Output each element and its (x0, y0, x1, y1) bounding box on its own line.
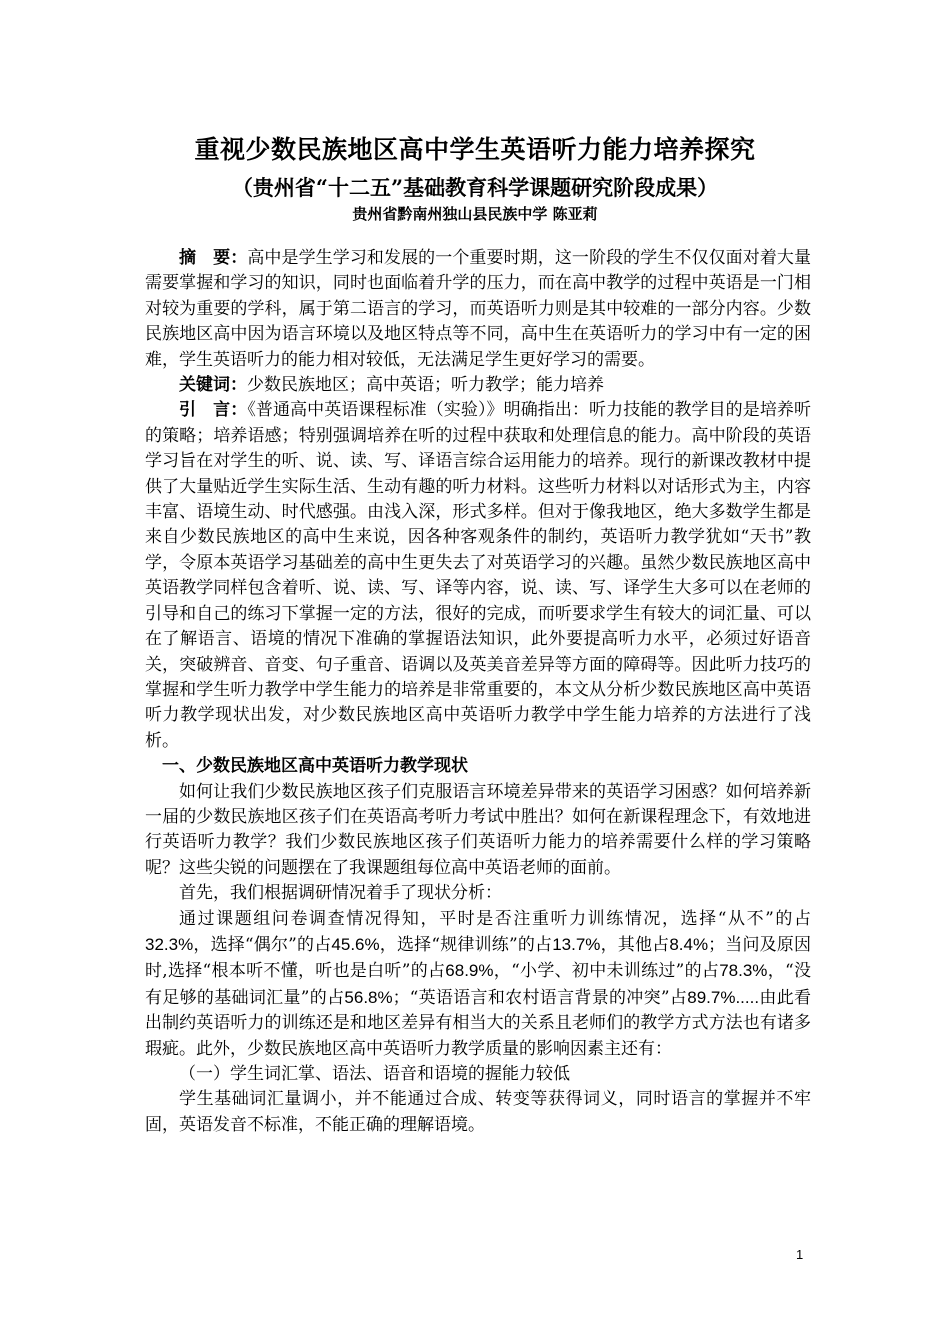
survey-text: ；“英语语言和农村语言背景的冲突”占 (392, 987, 688, 1008)
author-line: 贵州省黔南州独山县民族中学 陈亚莉 (352, 205, 598, 223)
survey-value: 45.6% (331, 934, 380, 954)
document-subtitle: （贵州省“十二五”基础教育科学课题研究阶段成果） (231, 175, 719, 200)
intro-label: 引 言： (179, 400, 248, 421)
survey-value: 56.8% (344, 987, 393, 1007)
abstract-label: 摘 要： (179, 248, 248, 268)
survey-text: ，“小学、初中未训练过”的占 (493, 961, 720, 982)
section-paragraph: 首先，我们根据调研情况着手了现状分析： (179, 883, 502, 904)
survey-value: 32.3% (145, 934, 194, 954)
survey-value: 78.3% (719, 961, 768, 981)
section-paragraph: 如何让我们少数民族地区孩子们克服语言环境差异带来的英语学习困惑？如何培养新一届的少数民族地区孩子们在英语高考听力考试中胜出？如何在新课程理念下，有效地进行英语听力教学？我们少数民族地区孩子们英语听力能力的培养需要什么样的学习策略呢？这些尖锐的问题摆在了我课题组每位高中英语老师的面前。 (145, 781, 811, 878)
survey-value: 8.4% (669, 934, 709, 954)
section-heading: 一、少数民族地区高中英语听力教学现状 (162, 756, 468, 777)
survey-value: 13.7% (552, 934, 601, 954)
keywords-paragraph (145, 373, 811, 398)
survey-text: ，选择“规律训练”的占 (379, 934, 553, 955)
subsection-heading: （一）学生词汇掌、语法、语音和语境的握能力较低 (179, 1064, 570, 1084)
document-title: 重视少数民族地区高中学生英语听力能力培养探究 (194, 135, 756, 164)
survey-text: ，“没有足够的基础词汇量”的占 (145, 961, 811, 1008)
intro-paragraph (145, 398, 811, 754)
survey-value: 68.9% (445, 961, 494, 981)
survey-text: ；当问及原因时,选择“根本听不懂，听也是白听”的占 (145, 934, 812, 982)
intro-text: 《普通高中英语课程标准（实验）》明确指出：听力技能的教学目的是培养听的策略；培养语感；特别强调培养在听的过程中获取和处理信息的能力。高中阶段的英语学习旨在对学生的听、说、读、写、译语言综合运用能力的培养。现行的新课改教材中提供了大量贴近学生实际生活、生动有趣的听力材料。这些听力材料以对话形式为主，内容丰富、语境生动、时代感强。由浅入深，形式多样。但对于像我地区，绝大多数学生都是来自少数民族地区的高中生来说，因各种客观条件的制约，英语听力教学犹如“天书”教学，令原本英语学习基础差的高中生更失去了对英语学习的兴趣。虽然少数民族地区高中英语教学同样包含着听、说、读、写、译等内容，说、读、写、译学生大多可以在老师的引导和自己的练习下掌握一定的方法，很好的完成，而听要求学生有较大的词汇量、可以在了解语言、语境的情况下准确的掌握语法知识，此外要提高听力水平，必须过好语音关，突破辨音、音变、句子重音、语调以及英美音差异等方面的障碍等。因此听力技巧的掌握和学生听力教学中学生能力的培养是非常重要的，本文从分析少数民族地区高中英语听力教学现状出发，对少数民族地区高中英语听力教学中学生能力培养的方法进行了浅析。 (145, 400, 812, 751)
keywords-text: 少数民族地区；高中英语；听力教学；能力培养 (247, 375, 604, 396)
survey-value: 89.7%..... (687, 987, 760, 1007)
survey-text: ，选择“偶尔”的占 (193, 934, 332, 955)
survey-text: 通过课题组问卷调查情况得知，平时是否注重听力训练情况，选择“从不”的占 (179, 908, 811, 929)
abstract-text: 高中是学生学习和发展的一个重要时期，这一阶段的学生不仅仅面对着大量需要掌握和学习的知识，同时也面临着升学的压力，而在高中教学的过程中英语是一门相对较为重要的学科，属于第二语言的学习，而英语听力则是其中较难的一部分内容。少数民族地区高中因为语言环境以及地区特点等不同，高中生在英语听力的学习中有一定的困难，学生英语听力的能力相对较低，无法满足学生更好学习的需要。 (145, 248, 812, 370)
document-body (145, 246, 811, 1138)
survey-text: ，其他占 (600, 934, 670, 955)
abstract-paragraph (145, 246, 811, 373)
page-number: 1 (796, 1247, 804, 1262)
survey-text: 由此看出制约英语听力的训练还是和地区差异有相当大的关系且老师们的教学方式方法也有诸多瑕疵。此外，少数民族地区高中英语听力教学质量的影响因素主还有： (145, 987, 812, 1059)
subsection-paragraph: 学生基础词汇量调小，并不能通过合成、转变等获得词义，同时语言的掌握并不牢固，英语发音不标准，不能正确的理解语境。 (145, 1089, 811, 1135)
keywords-label: 关键词： (179, 375, 247, 396)
survey-paragraph (145, 907, 811, 1062)
